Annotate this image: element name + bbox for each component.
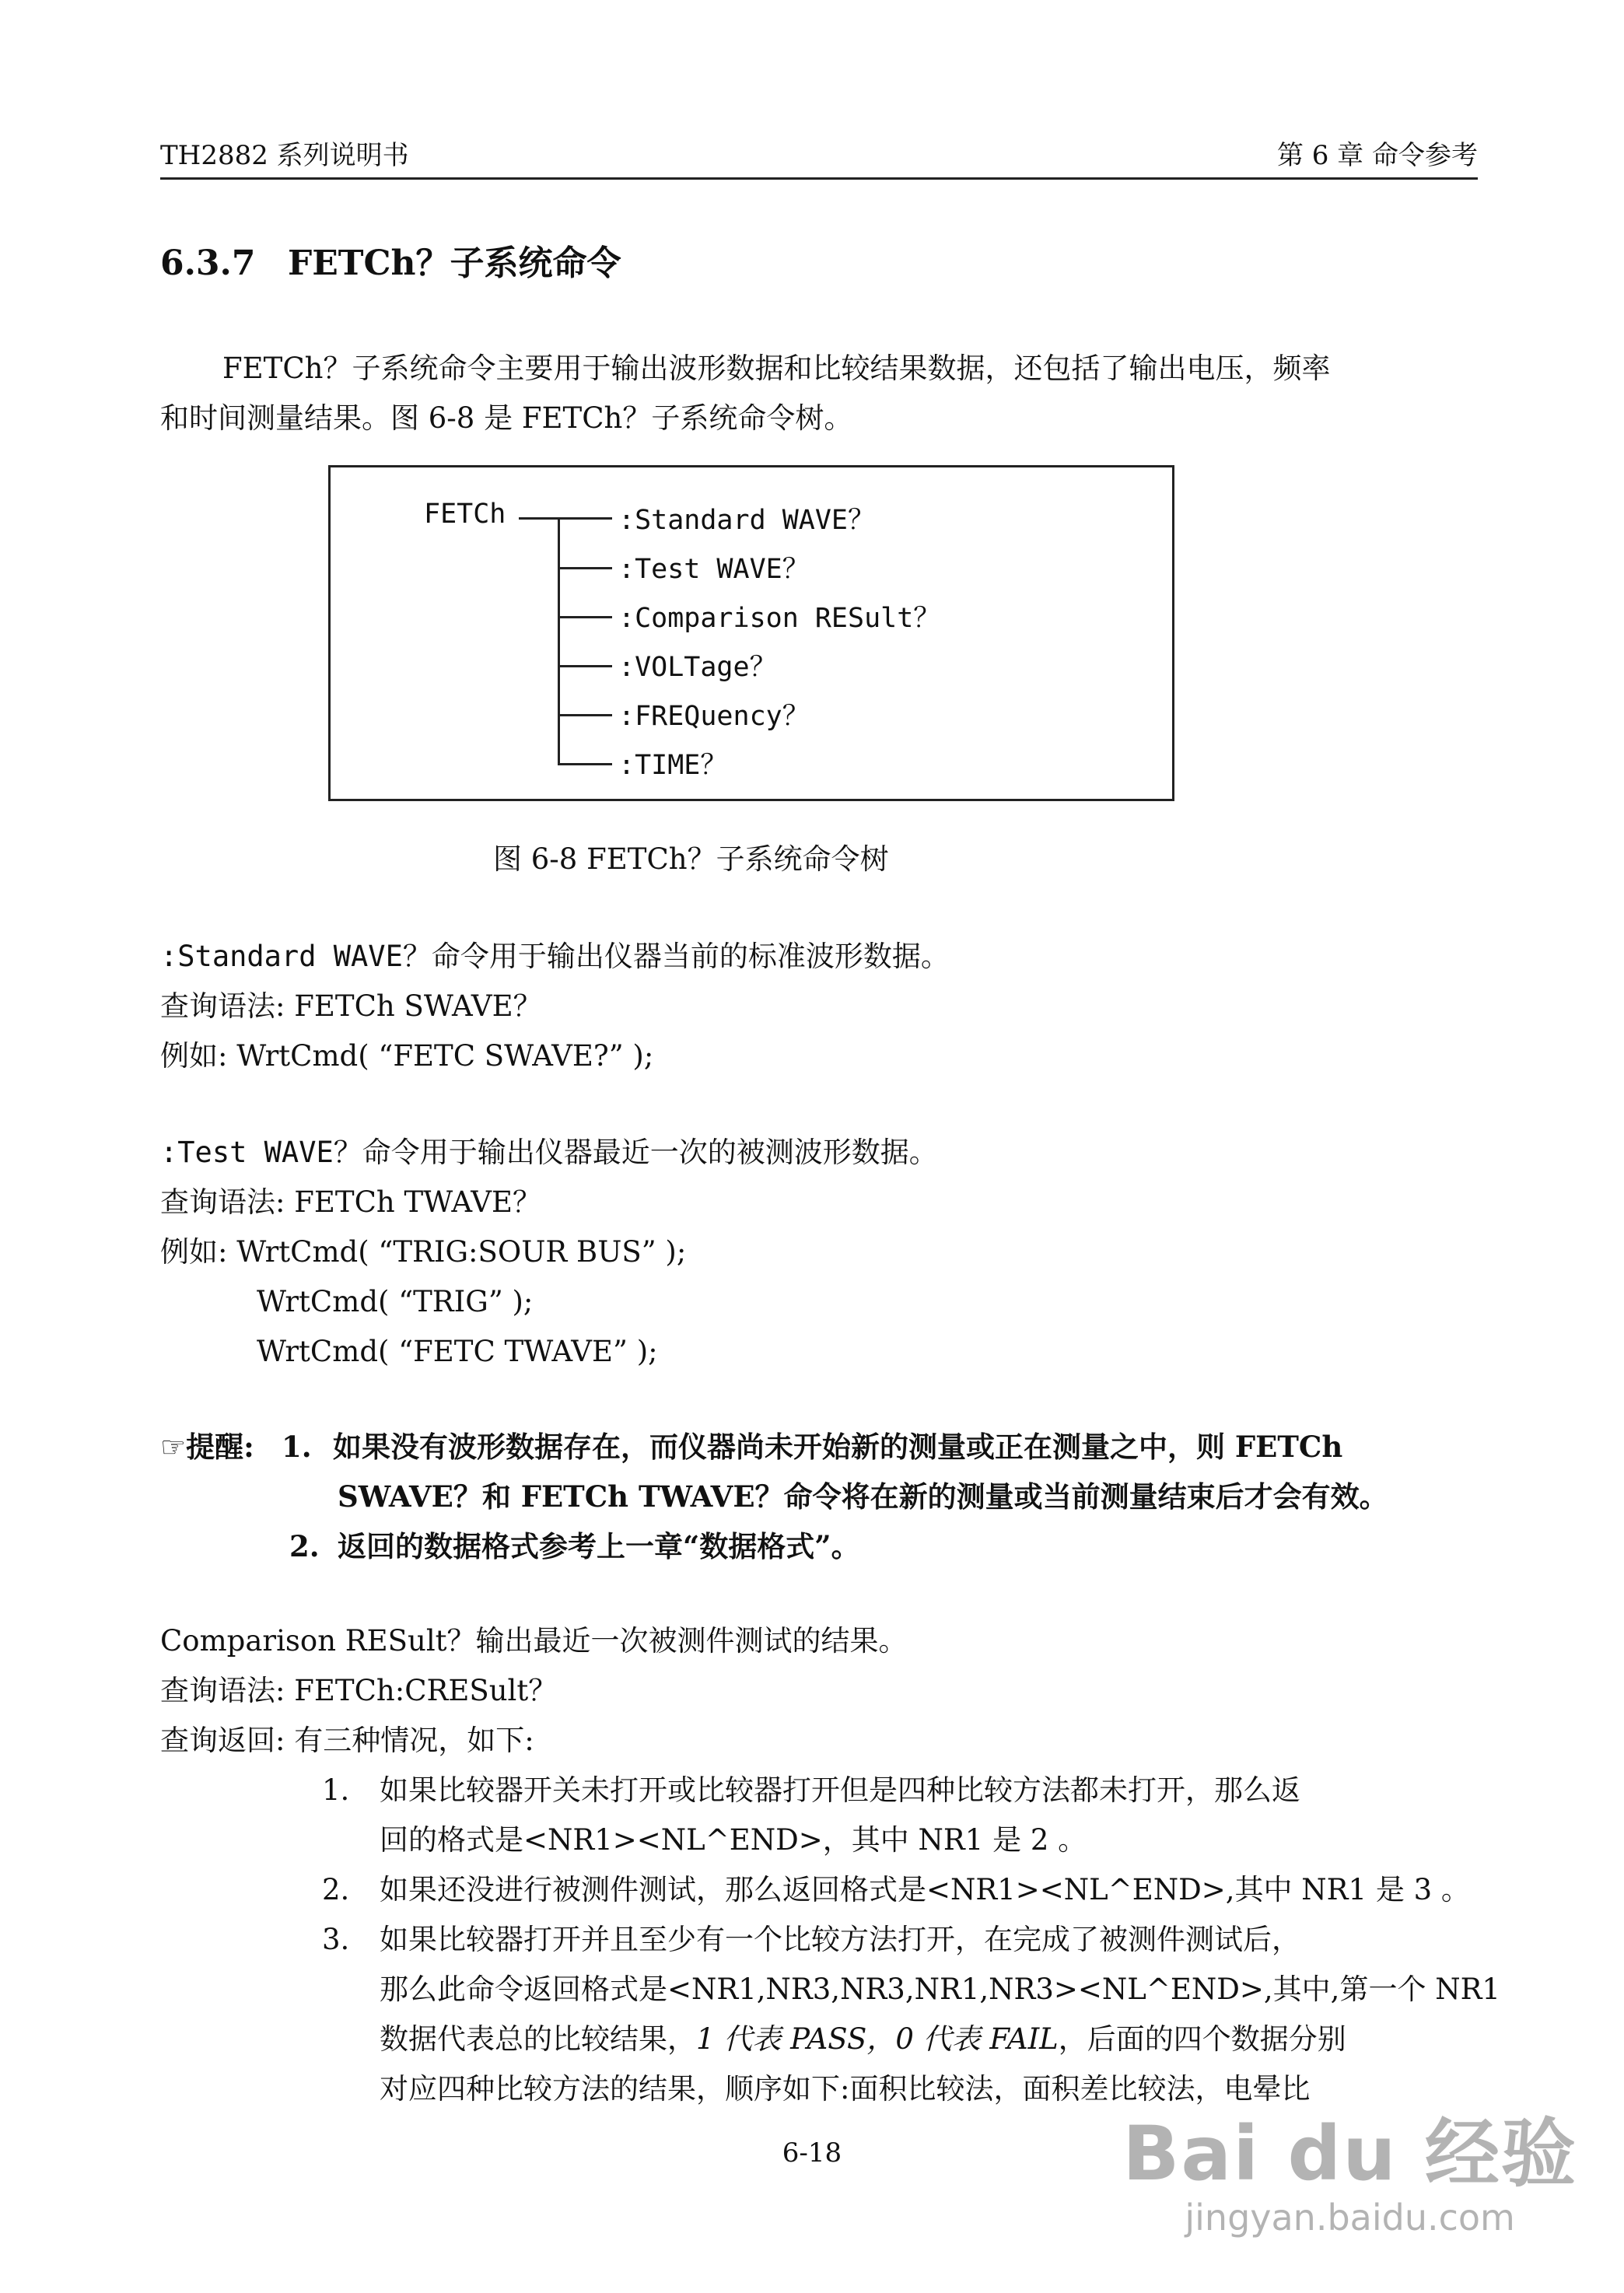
tree-root-label: FETCh (424, 499, 506, 530)
cresult-item-2-line-1: 如果还没进行被测件测试，那么返回格式是<NR1><NL^END>,其中 NR1 是 3 。 (380, 1873, 1470, 1906)
tree-item-test-wave: :Test WAVE？ (618, 554, 810, 585)
cresult-item-3-line-4: 对应四种比较方法的结果，顺序如下:面积比较法，面积差比较法，电晕比 (380, 2072, 1311, 2106)
pointing-hand-icon: ☞ (160, 1430, 187, 1464)
cresult-item-1-line-1: 如果比较器开关未打开或比较器打开但是四种比较方法都未打开，那么返 (380, 1773, 1300, 1807)
note-header (160, 1422, 254, 1472)
tree-branch-line (558, 714, 612, 716)
note-item-1-line-2: SWAVE？和 FETCh TWAVE？命令将在新的测量或当前测量结束后才会有效。 (338, 1479, 1388, 1514)
tree-branch-line (558, 567, 612, 569)
section-title: FETCh？子系统命令 (288, 243, 621, 283)
swave-description: :Standard WAVE？命令用于输出仪器当前的标准波形数据。 (160, 940, 950, 973)
note-label: 提醒: (186, 1430, 254, 1464)
cresult-item-3-line-3 (380, 2015, 1346, 2064)
cresult-item-1-line-2: 回的格式是<NR1><NL^END>，其中 NR1 是 2 。 (380, 1823, 1087, 1857)
swave-syntax: 查询语法: FETCh SWAVE？ (160, 989, 542, 1023)
header-document-title: TH2882 系列说明书 (160, 140, 409, 171)
cresult-item-3-line-3-c: ，后面的四个数据分别 (1058, 2022, 1346, 2056)
twave-example-2: WrtCmd( “TRIG” ); (257, 1285, 534, 1318)
tree-item-time: :TIME？ (618, 750, 728, 781)
section-heading (160, 235, 621, 285)
pass-fail-emphasis: 1 代表 PASS，0 代表 FAIL (696, 2022, 1059, 2056)
cresult-item-1-number: 1. (322, 1773, 350, 1807)
note-item-1-line-1: 如果没有波形数据存在，而仪器尚未开始新的测量或正在测量之中，则 FETCh (333, 1430, 1343, 1464)
cresult-item-3-line-2: 那么此命令返回格式是<NR1,NR3,NR3,NR1,NR3><NL^END>,其中,第一个 NR1 (380, 1973, 1500, 2006)
note-item-2-text: 返回的数据格式参考上一章“数据格式”。 (338, 1529, 860, 1563)
cresult-item-2-number: 2. (322, 1873, 350, 1906)
twave-example-1: 例如: WrtCmd( “TRIG:SOUR BUS” ); (160, 1235, 687, 1269)
tree-branch-line (558, 665, 612, 667)
twave-description: :Test WAVE？命令用于输出仪器最近一次的被测波形数据。 (160, 1136, 938, 1169)
tree-branch-line (558, 763, 612, 765)
tree-item-standard-wave: :Standard WAVE？ (618, 505, 876, 536)
note-item-1-number: 1. (282, 1430, 312, 1464)
section-number: 6.3.7 (160, 243, 256, 283)
baidu-watermark (1122, 2095, 1577, 2239)
swave-example: 例如: WrtCmd( “FETC SWAVE?” ); (160, 1039, 654, 1073)
figure-caption: 图 6-8 FETCh？子系统命令树 (493, 842, 889, 876)
cresult-syntax: 查询语法: FETCh:CRESult？ (160, 1674, 558, 1707)
cresult-item-3-number: 3. (322, 1923, 350, 1956)
cresult-item-3-line-3-a: 数据代表总的比较结果， (380, 2022, 696, 2056)
tree-root-connector (519, 517, 612, 520)
tree-branch-line (558, 616, 612, 618)
tree-item-voltage: :VOLTage？ (618, 652, 777, 683)
cresult-returns: 查询返回: 有三种情况，如下: (160, 1724, 534, 1757)
cresult-item-3-line-1: 如果比较器打开并且至少有一个比较方法打开，在完成了被测件测试后， (380, 1923, 1300, 1956)
tree-item-comparison-result: :Comparison RESult？ (618, 603, 941, 634)
header-chapter-title: 第 6 章 命令参考 (1276, 140, 1478, 171)
twave-example-3: WrtCmd( “FETC TWAVE” ); (257, 1335, 658, 1368)
watermark-logo: Bai du 经验 (1122, 2110, 1577, 2197)
command-tree-figure (328, 465, 1174, 801)
intro-line-1: FETCh？子系统命令主要用于输出波形数据和比较结果数据，还包括了输出电压，频率 (222, 352, 1331, 385)
header-divider (160, 177, 1478, 180)
note-item-2-number: 2. (289, 1529, 320, 1563)
tree-trunk-line (558, 517, 560, 763)
tree-item-frequency: :FREQuency？ (618, 701, 810, 732)
page-number: 6-18 (782, 2137, 842, 2169)
twave-syntax: 查询语法: FETCh TWAVE？ (160, 1185, 541, 1219)
intro-line-2: 和时间测量结果。图 6-8 是 FETCh？子系统命令树。 (160, 401, 853, 435)
cresult-description: Comparison RESult？输出最近一次被测件测试的结果。 (160, 1624, 908, 1658)
watermark-url: jingyan.baidu.com (1185, 2197, 1515, 2239)
